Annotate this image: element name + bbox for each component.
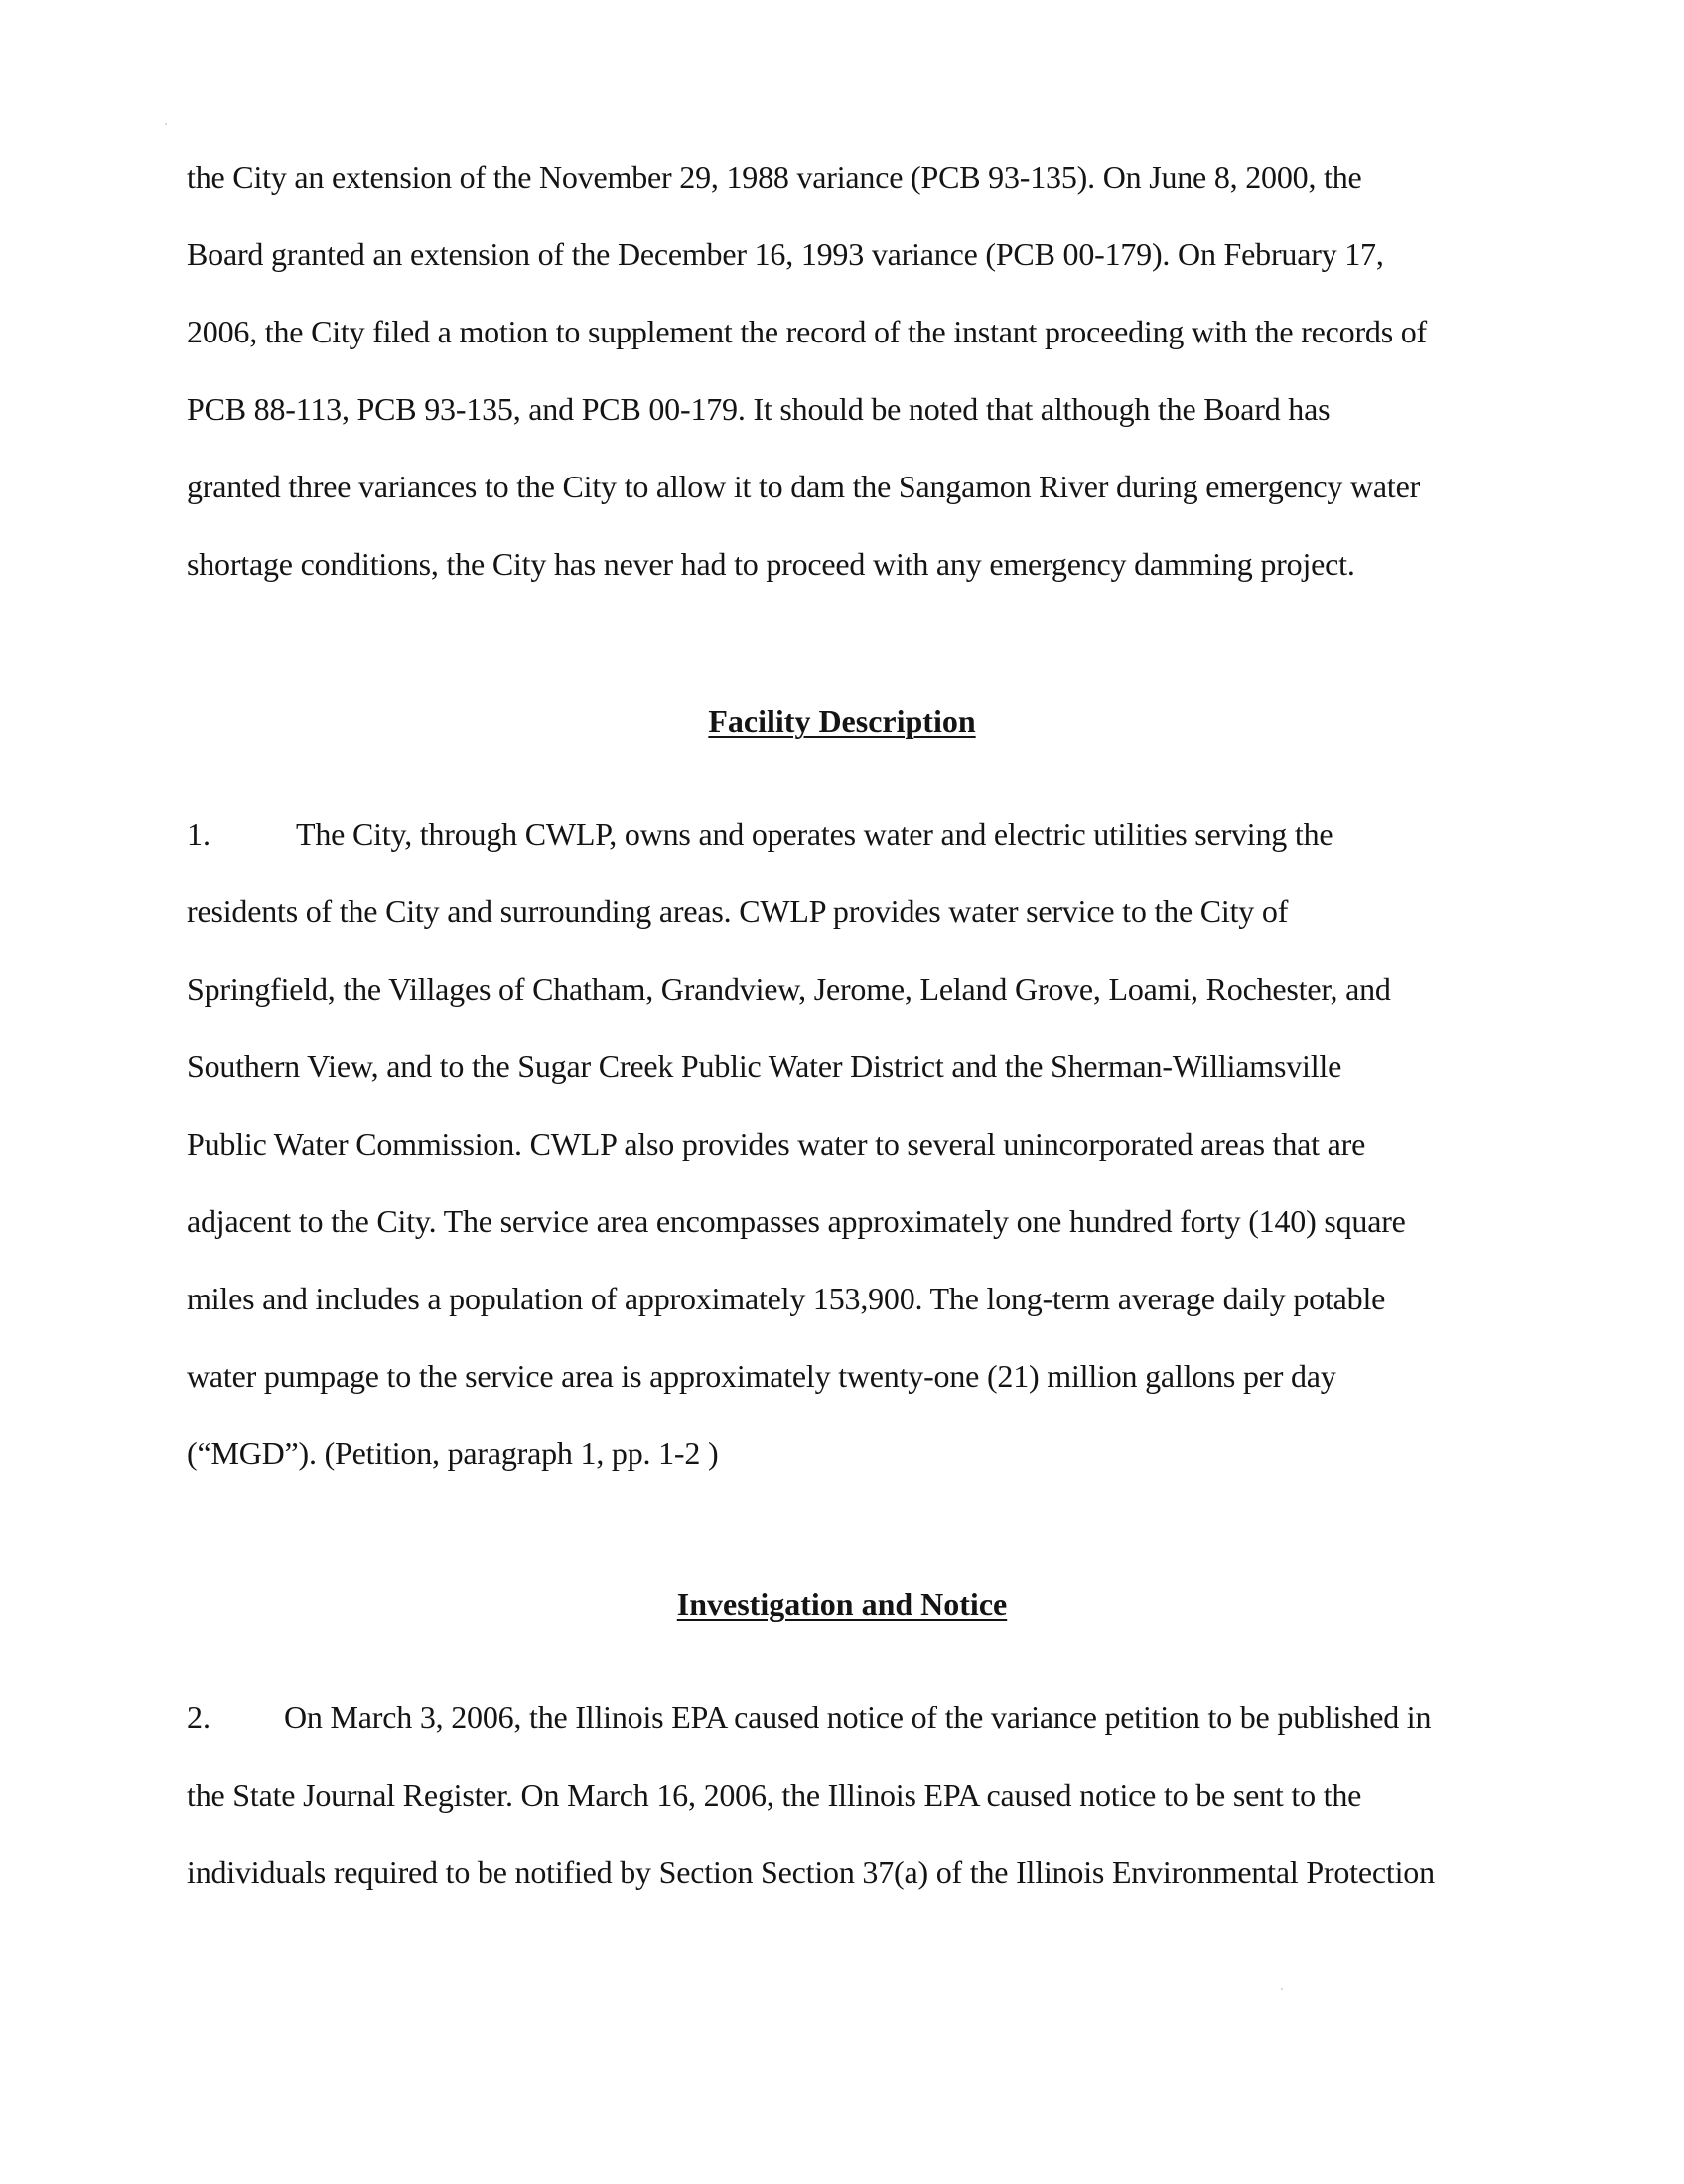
text-line: (“MGD”). (Petition, paragraph 1, pp. 1-2 ) bbox=[187, 1435, 719, 1471]
text-line: the State Journal Register. On March 16, 2006, the Illinois EPA caused notice to be sent to the bbox=[187, 1777, 1362, 1813]
text-line: shortage conditions, the City has never had to proceed with any emergency damming project. bbox=[187, 546, 1355, 582]
text-line: The City, through CWLP, owns and operates water and electric utilities serving the bbox=[296, 816, 1333, 852]
scan-speck bbox=[165, 123, 167, 125]
section-heading-investigation: Investigation and Notice bbox=[676, 1586, 1008, 1622]
paragraph-number: 2. bbox=[187, 1700, 210, 1735]
text-line: water pumpage to the service area is approximately twenty-one (21) million gallons per day bbox=[187, 1358, 1336, 1394]
text-line: the City an extension of the November 29, 1988 variance (PCB 93-135). On June 8, 2000, the bbox=[187, 159, 1362, 195]
text-line: 2006, the City filed a motion to supplement the record of the instant proceeding with the records of bbox=[187, 314, 1428, 349]
scan-speck bbox=[1281, 1988, 1283, 1990]
text-line: miles and includes a population of approximately 153,900. The long-term average daily potable bbox=[187, 1281, 1386, 1316]
text-line: adjacent to the City. The service area encompasses approximately one hundred forty (140) square bbox=[187, 1203, 1406, 1239]
section-heading-facility: Facility Description bbox=[708, 703, 976, 739]
text-line: granted three variances to the City to allow it to dam the Sangamon River during emergency water bbox=[187, 469, 1421, 504]
text-line: Southern View, and to the Sugar Creek Public Water District and the Sherman-Williamsville bbox=[187, 1048, 1342, 1084]
text-line: Springfield, the Villages of Chatham, Grandview, Jerome, Leland Grove, Loami, Rochester, and bbox=[187, 971, 1391, 1007]
text-line: PCB 88-113, PCB 93-135, and PCB 00-179. It should be noted that although the Board has bbox=[187, 391, 1331, 427]
text-line: Public Water Commission. CWLP also provides water to several unincorporated areas that are bbox=[187, 1126, 1366, 1161]
text-line: residents of the City and surrounding areas. CWLP provides water service to the City of bbox=[187, 893, 1289, 929]
paragraph-number: 1. bbox=[187, 816, 210, 852]
text-line: Board granted an extension of the December 16, 1993 variance (PCB 00-179). On February 17, bbox=[187, 236, 1384, 272]
text-line: On March 3, 2006, the Illinois EPA caused notice of the variance petition to be published in bbox=[284, 1700, 1432, 1735]
text-line: individuals required to be notified by Section Section 37(a) of the Illinois Environmental Protection bbox=[187, 1854, 1435, 1890]
